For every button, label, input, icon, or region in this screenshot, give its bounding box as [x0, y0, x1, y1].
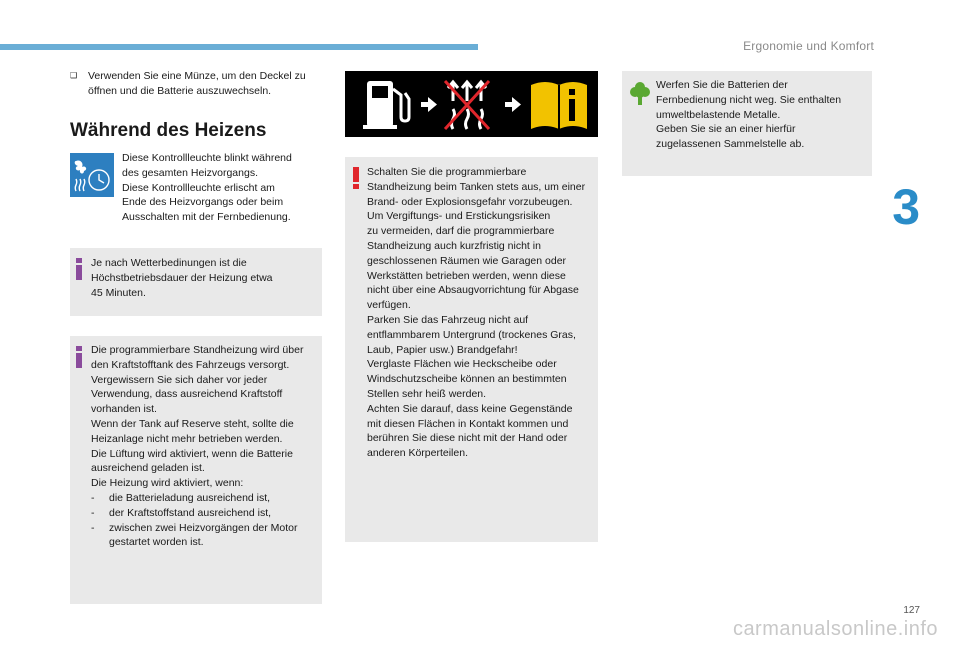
info-line: vorhanden ist. [91, 403, 157, 416]
info-line: den Kraftstofftank des Fahrzeugs versorgt. [91, 358, 290, 371]
environment-box [622, 71, 872, 176]
info-box-duration [70, 248, 322, 316]
warning-line: zu vermeiden, darf die programmierbare [367, 225, 555, 238]
info-line: Die Lüftung wird aktiviert, wenn die Batterie [91, 447, 293, 460]
warning-line: mit diesen Flächen in Kontakt kommen und [367, 417, 569, 430]
info-line: Je nach Wetterbedinungen ist die [91, 257, 247, 269]
info-line: Wenn der Tank auf Reserve steht, sollte die [91, 417, 294, 430]
warning-box-safety [345, 157, 598, 542]
list-item [91, 506, 320, 521]
warning-line: Parken Sie das Fahrzeug nicht auf [367, 313, 529, 326]
eco-line: zugelassenen Sammelstelle ab. [656, 138, 805, 151]
tree-icon [629, 81, 651, 110]
warning-line: Windschutzscheibe können an bestimmten [367, 373, 567, 386]
step-text: Verwenden Sie eine Münze, um den Deckel zu öffnen und die Batterie auszuwechseln. [88, 70, 306, 97]
list-marker: - [91, 521, 95, 534]
info-line: 45 Minuten. [91, 286, 146, 299]
section-title: Während des Heizens [70, 120, 267, 141]
arrow-right-icon [421, 97, 437, 112]
owners-manual-icon [531, 82, 587, 129]
info-line: Die Heizung wird aktiviert, wenn: [91, 477, 244, 490]
warning-line: Werkstätten betrieben werden, wenn diese [367, 269, 566, 282]
warning-line: Verglaste Flächen wie Heckscheibe oder [367, 358, 557, 371]
chapter-number: 3 [892, 179, 920, 235]
lamp-line: Diese Kontrollleuchte erlischt am [122, 181, 275, 194]
info-line: Vergewissern Sie sich daher vor jeder [91, 373, 268, 386]
warning-line: Achten Sie darauf, dass keine Gegenstände [367, 402, 573, 415]
warning-line: nicht über eine Absaugvorrichtung für Abgase [367, 284, 579, 297]
section-header: Ergonomie und Komfort [743, 39, 874, 53]
list-line: zwischen zwei Heizvorgängen der Motor [109, 521, 298, 534]
info-line: Verwendung, dass ausreichend Kraftstoff [91, 388, 283, 401]
watermark: carmanualsonline.info [732, 618, 938, 640]
top-accent-bar [0, 44, 478, 50]
page-number: 127 [903, 605, 920, 616]
lamp-description [122, 151, 322, 225]
lamp-line: Ausschalten mit der Fernbedienung. [122, 211, 291, 224]
lamp-line: des gesamten Heizvorgangs. [122, 166, 258, 179]
checkbox-bullet-icon: ❑ [70, 71, 78, 80]
pictogram-strip [345, 71, 598, 137]
warning-line: verfügen. [367, 299, 411, 312]
warning-line: geschlossenen Räumen wie Garagen oder [367, 254, 567, 267]
arrow-right-icon [505, 97, 521, 112]
warning-line: Stellen sehr heiß werden. [367, 387, 487, 400]
info-line: Höchstbetriebsdauer der Heizung etwa [91, 271, 273, 284]
eco-line: umweltbelastende Metalle. [656, 108, 781, 121]
list-item [91, 521, 320, 551]
info-box-fuel-supply [70, 336, 322, 604]
eco-line: Werfen Sie die Batterien der [656, 79, 788, 91]
info-icon [76, 258, 82, 280]
warning-line: Standheizung auch kurzfristig nicht in [367, 239, 541, 252]
list-line: die Batterieladung ausreichend ist, [109, 491, 271, 504]
lamp-line: Diese Kontrollleuchte blinkt während [122, 152, 292, 164]
fuel-pump-icon [363, 81, 409, 129]
info-line: Die programmierbare Standheizung wird über [91, 344, 304, 356]
warning-line: berühren Sie diese nicht mit der Hand oder [367, 432, 568, 445]
instruction-step [70, 69, 324, 99]
warning-line: entflammbarem Untergrund (trockenes Gras, [367, 328, 576, 341]
warning-line: Laub, Papier usw.) Brandgefahr! [367, 343, 518, 356]
info-line: ausreichend geladen ist. [91, 462, 205, 475]
list-line: gestartet worden ist. [109, 536, 204, 549]
warning-line: Um Vergiftungs- und Erstickungsrisiken [367, 210, 551, 223]
heater-warning-lamp-icon [70, 153, 114, 197]
eco-line: Geben Sie sie an einer hierfür [656, 123, 796, 136]
info-icon [76, 346, 82, 368]
list-marker: - [91, 491, 95, 504]
info-line: Heizanlage nicht mehr betrieben werden. [91, 432, 283, 445]
list-item [91, 491, 320, 506]
warning-line: Brand- oder Explosionsgefahr vorzubeugen. [367, 195, 573, 208]
eco-line: Fernbedienung nicht weg. Sie enthalten [656, 93, 842, 106]
list-marker: - [91, 506, 95, 519]
warning-line: anderen Körperteilen. [367, 447, 468, 460]
warning-line: Schalten Sie die programmierbare [367, 166, 527, 178]
heater-off-icon [445, 81, 489, 129]
lamp-line: Ende des Heizvorgangs oder beim [122, 196, 284, 209]
list-line: der Kraftstoffstand ausreichend ist, [109, 506, 272, 519]
warning-line: Standheizung beim Tanken stets aus, um einer [367, 180, 586, 193]
warning-icon [353, 167, 359, 189]
